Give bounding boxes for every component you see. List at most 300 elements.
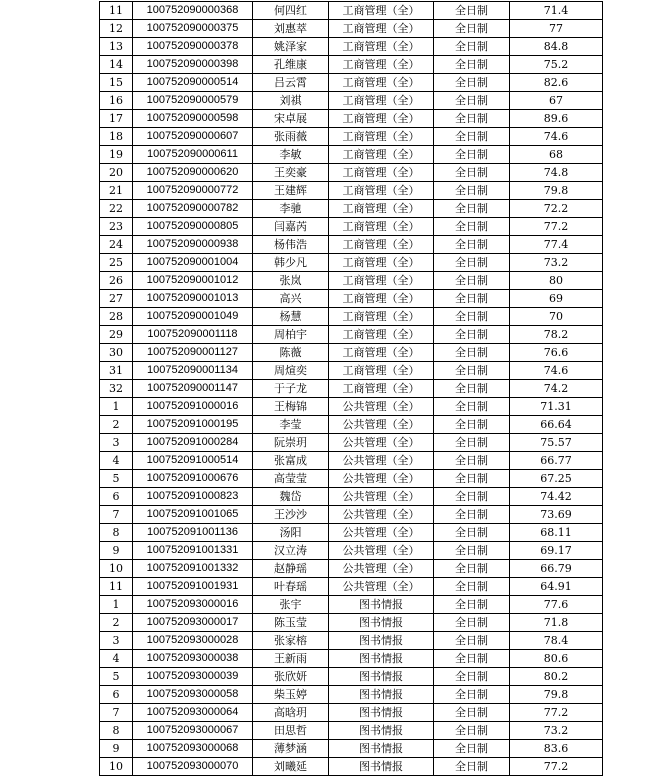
table-row (100, 20, 603, 38)
row-number-cell: 2 (100, 416, 133, 434)
table-row (100, 218, 603, 236)
major-cell: 图书情报 (329, 596, 434, 614)
exam-id-cell: 100752091001931 (133, 578, 253, 596)
table-row (100, 542, 603, 560)
score-cell: 77.2 (510, 218, 603, 236)
row-number-cell: 8 (100, 524, 133, 542)
row-number-cell: 8 (100, 722, 133, 740)
student-name-cell: 吕云霄 (253, 74, 329, 92)
row-number-cell: 27 (100, 290, 133, 308)
table-row (100, 668, 603, 686)
student-name-cell: 姚泽家 (253, 38, 329, 56)
exam-id-cell: 100752091000016 (133, 398, 253, 416)
study-type-cell: 全日制 (434, 740, 510, 758)
score-cell: 67.25 (510, 470, 603, 488)
score-cell: 70 (510, 308, 603, 326)
score-cell: 69.17 (510, 542, 603, 560)
study-type-cell: 全日制 (434, 362, 510, 380)
study-type-cell: 全日制 (434, 218, 510, 236)
student-name-cell: 薄梦涵 (253, 740, 329, 758)
table-row (100, 614, 603, 632)
score-cell: 89.6 (510, 110, 603, 128)
table-row (100, 578, 603, 596)
student-name-cell: 张雨薇 (253, 128, 329, 146)
row-number-cell: 32 (100, 380, 133, 398)
score-cell: 80 (510, 272, 603, 290)
score-cell: 74.2 (510, 380, 603, 398)
score-cell: 80.2 (510, 668, 603, 686)
study-type-cell: 全日制 (434, 434, 510, 452)
table-row (100, 236, 603, 254)
row-number-cell: 25 (100, 254, 133, 272)
study-type-cell: 全日制 (434, 272, 510, 290)
study-type-cell: 全日制 (434, 416, 510, 434)
student-name-cell: 高兴 (253, 290, 329, 308)
major-cell: 工商管理（全） (329, 20, 434, 38)
score-cell: 72.2 (510, 200, 603, 218)
study-type-cell: 全日制 (434, 128, 510, 146)
table-row (100, 92, 603, 110)
student-name-cell: 张家榕 (253, 632, 329, 650)
study-type-cell: 全日制 (434, 344, 510, 362)
score-cell: 71.8 (510, 614, 603, 632)
major-cell: 工商管理（全） (329, 308, 434, 326)
student-name-cell: 高莹莹 (253, 470, 329, 488)
student-name-cell: 张富成 (253, 452, 329, 470)
study-type-cell: 全日制 (434, 110, 510, 128)
exam-id-cell: 100752091000676 (133, 470, 253, 488)
student-name-cell: 于子龙 (253, 380, 329, 398)
study-type-cell: 全日制 (434, 164, 510, 182)
student-name-cell: 张宇 (253, 596, 329, 614)
student-name-cell: 闫嘉芮 (253, 218, 329, 236)
exam-id-cell: 100752090001134 (133, 362, 253, 380)
major-cell: 工商管理（全） (329, 254, 434, 272)
study-type-cell: 全日制 (434, 308, 510, 326)
study-type-cell: 全日制 (434, 398, 510, 416)
study-type-cell: 全日制 (434, 182, 510, 200)
exam-id-cell: 100752090000579 (133, 92, 253, 110)
row-number-cell: 2 (100, 614, 133, 632)
student-name-cell: 陈玉莹 (253, 614, 329, 632)
exam-id-cell: 100752090000514 (133, 74, 253, 92)
score-cell: 74.6 (510, 128, 603, 146)
table-row (100, 632, 603, 650)
study-type-cell: 全日制 (434, 722, 510, 740)
student-name-cell: 张欣妍 (253, 668, 329, 686)
exam-id-cell: 100752090000782 (133, 200, 253, 218)
study-type-cell: 全日制 (434, 614, 510, 632)
score-cell: 69 (510, 290, 603, 308)
student-name-cell: 汤阳 (253, 524, 329, 542)
student-name-cell: 周煊奕 (253, 362, 329, 380)
score-cell: 84.8 (510, 38, 603, 56)
major-cell: 工商管理（全） (329, 92, 434, 110)
row-number-cell: 1 (100, 398, 133, 416)
score-cell: 74.8 (510, 164, 603, 182)
student-name-cell: 刘祺 (253, 92, 329, 110)
student-name-cell: 高晗玥 (253, 704, 329, 722)
table-row (100, 74, 603, 92)
study-type-cell: 全日制 (434, 686, 510, 704)
major-cell: 工商管理（全） (329, 146, 434, 164)
table-row (100, 200, 603, 218)
exam-id-cell: 100752090000598 (133, 110, 253, 128)
row-number-cell: 21 (100, 182, 133, 200)
study-type-cell: 全日制 (434, 758, 510, 776)
major-cell: 工商管理（全） (329, 110, 434, 128)
table-row (100, 344, 603, 362)
table-row (100, 740, 603, 758)
score-cell: 71.31 (510, 398, 603, 416)
study-type-cell: 全日制 (434, 596, 510, 614)
student-name-cell: 张岚 (253, 272, 329, 290)
row-number-cell: 13 (100, 38, 133, 56)
major-cell: 工商管理（全） (329, 236, 434, 254)
row-number-cell: 17 (100, 110, 133, 128)
row-number-cell: 11 (100, 2, 133, 20)
major-cell: 工商管理（全） (329, 2, 434, 20)
major-cell: 工商管理（全） (329, 182, 434, 200)
study-type-cell: 全日制 (434, 38, 510, 56)
row-number-cell: 1 (100, 596, 133, 614)
table-row (100, 524, 603, 542)
exam-id-cell: 100752091000284 (133, 434, 253, 452)
score-cell: 77.4 (510, 236, 603, 254)
major-cell: 公共管理（全） (329, 452, 434, 470)
table-row (100, 56, 603, 74)
table-row (100, 182, 603, 200)
study-type-cell: 全日制 (434, 704, 510, 722)
score-cell: 74.6 (510, 362, 603, 380)
exam-id-cell: 100752090001013 (133, 290, 253, 308)
major-cell: 工商管理（全） (329, 200, 434, 218)
exam-id-cell: 100752090001049 (133, 308, 253, 326)
student-name-cell: 宋卓展 (253, 110, 329, 128)
exam-id-cell: 100752090000368 (133, 2, 253, 20)
row-number-cell: 29 (100, 326, 133, 344)
exam-id-cell: 100752091001332 (133, 560, 253, 578)
row-number-cell: 18 (100, 128, 133, 146)
score-cell: 76.6 (510, 344, 603, 362)
exam-id-cell: 100752091001136 (133, 524, 253, 542)
major-cell: 工商管理（全） (329, 38, 434, 56)
major-cell: 图书情报 (329, 650, 434, 668)
study-type-cell: 全日制 (434, 542, 510, 560)
student-name-cell: 周柏宇 (253, 326, 329, 344)
table-row (100, 146, 603, 164)
study-type-cell: 全日制 (434, 200, 510, 218)
exam-id-cell: 100752090001118 (133, 326, 253, 344)
exam-id-cell: 100752091001331 (133, 542, 253, 560)
row-number-cell: 16 (100, 92, 133, 110)
major-cell: 图书情报 (329, 632, 434, 650)
student-name-cell: 汉立涛 (253, 542, 329, 560)
row-number-cell: 31 (100, 362, 133, 380)
table-row (100, 722, 603, 740)
major-cell: 图书情报 (329, 758, 434, 776)
row-number-cell: 10 (100, 758, 133, 776)
major-cell: 图书情报 (329, 686, 434, 704)
exam-id-cell: 100752090000378 (133, 38, 253, 56)
row-number-cell: 3 (100, 632, 133, 650)
study-type-cell: 全日制 (434, 146, 510, 164)
student-name-cell: 刘惠萃 (253, 20, 329, 38)
row-number-cell: 3 (100, 434, 133, 452)
row-number-cell: 9 (100, 542, 133, 560)
student-name-cell: 孔维康 (253, 56, 329, 74)
table-row (100, 398, 603, 416)
student-name-cell: 杨伟浩 (253, 236, 329, 254)
score-cell: 77.2 (510, 758, 603, 776)
exam-id-cell: 100752093000039 (133, 668, 253, 686)
major-cell: 图书情报 (329, 740, 434, 758)
study-type-cell: 全日制 (434, 506, 510, 524)
student-name-cell: 李驰 (253, 200, 329, 218)
study-type-cell: 全日制 (434, 56, 510, 74)
score-cell: 71.4 (510, 2, 603, 20)
score-cell: 67 (510, 92, 603, 110)
table-row (100, 272, 603, 290)
student-name-cell: 王建辉 (253, 182, 329, 200)
score-cell: 82.6 (510, 74, 603, 92)
major-cell: 公共管理（全） (329, 542, 434, 560)
score-cell: 77.2 (510, 704, 603, 722)
exam-id-cell: 100752093000067 (133, 722, 253, 740)
study-type-cell: 全日制 (434, 92, 510, 110)
exam-id-cell: 100752090000805 (133, 218, 253, 236)
score-cell: 73.69 (510, 506, 603, 524)
row-number-cell: 14 (100, 56, 133, 74)
row-number-cell: 7 (100, 506, 133, 524)
score-cell: 68.11 (510, 524, 603, 542)
row-number-cell: 4 (100, 650, 133, 668)
exam-id-cell: 100752091000195 (133, 416, 253, 434)
score-cell: 83.6 (510, 740, 603, 758)
study-type-cell: 全日制 (434, 290, 510, 308)
score-cell: 75.2 (510, 56, 603, 74)
score-cell: 66.64 (510, 416, 603, 434)
major-cell: 公共管理（全） (329, 434, 434, 452)
study-type-cell: 全日制 (434, 236, 510, 254)
major-cell: 图书情报 (329, 614, 434, 632)
major-cell: 公共管理（全） (329, 488, 434, 506)
table-row (100, 452, 603, 470)
exam-id-cell: 100752091000823 (133, 488, 253, 506)
table-row (100, 506, 603, 524)
study-type-cell: 全日制 (434, 524, 510, 542)
study-type-cell: 全日制 (434, 326, 510, 344)
score-cell: 64.91 (510, 578, 603, 596)
table-row (100, 686, 603, 704)
row-number-cell: 20 (100, 164, 133, 182)
exam-id-cell: 100752093000064 (133, 704, 253, 722)
exam-id-cell: 100752090000375 (133, 20, 253, 38)
major-cell: 工商管理（全） (329, 218, 434, 236)
student-name-cell: 李敏 (253, 146, 329, 164)
table-row (100, 308, 603, 326)
student-name-cell: 陈薇 (253, 344, 329, 362)
score-cell: 73.2 (510, 722, 603, 740)
major-cell: 工商管理（全） (329, 272, 434, 290)
major-cell: 图书情报 (329, 704, 434, 722)
exam-id-cell: 100752091000514 (133, 452, 253, 470)
row-number-cell: 19 (100, 146, 133, 164)
table-row (100, 416, 603, 434)
row-number-cell: 9 (100, 740, 133, 758)
exam-id-cell: 100752090000607 (133, 128, 253, 146)
study-type-cell: 全日制 (434, 20, 510, 38)
major-cell: 工商管理（全） (329, 380, 434, 398)
exam-id-cell: 100752093000016 (133, 596, 253, 614)
study-type-cell: 全日制 (434, 632, 510, 650)
exam-id-cell: 100752093000017 (133, 614, 253, 632)
major-cell: 工商管理（全） (329, 56, 434, 74)
row-number-cell: 7 (100, 704, 133, 722)
major-cell: 工商管理（全） (329, 290, 434, 308)
student-name-cell: 韩少凡 (253, 254, 329, 272)
exam-id-cell: 100752093000070 (133, 758, 253, 776)
student-name-cell: 王新雨 (253, 650, 329, 668)
study-type-cell: 全日制 (434, 578, 510, 596)
major-cell: 公共管理（全） (329, 470, 434, 488)
table-row (100, 164, 603, 182)
table-row (100, 2, 603, 20)
major-cell: 工商管理（全） (329, 344, 434, 362)
student-name-cell: 何四红 (253, 2, 329, 20)
score-cell: 78.4 (510, 632, 603, 650)
row-number-cell: 4 (100, 452, 133, 470)
table-row (100, 650, 603, 668)
row-number-cell: 11 (100, 578, 133, 596)
study-type-cell: 全日制 (434, 560, 510, 578)
row-number-cell: 26 (100, 272, 133, 290)
study-type-cell: 全日制 (434, 470, 510, 488)
score-cell: 78.2 (510, 326, 603, 344)
row-number-cell: 24 (100, 236, 133, 254)
student-name-cell: 赵静瑶 (253, 560, 329, 578)
exam-id-cell: 100752090000398 (133, 56, 253, 74)
study-type-cell: 全日制 (434, 254, 510, 272)
major-cell: 公共管理（全） (329, 506, 434, 524)
row-number-cell: 5 (100, 668, 133, 686)
major-cell: 公共管理（全） (329, 524, 434, 542)
exam-id-cell: 100752090000772 (133, 182, 253, 200)
score-table (99, 1, 603, 776)
table-row (100, 434, 603, 452)
study-type-cell: 全日制 (434, 650, 510, 668)
student-name-cell: 杨慧 (253, 308, 329, 326)
major-cell: 工商管理（全） (329, 362, 434, 380)
row-number-cell: 6 (100, 488, 133, 506)
student-name-cell: 魏岱 (253, 488, 329, 506)
score-cell: 77.6 (510, 596, 603, 614)
study-type-cell: 全日制 (434, 2, 510, 20)
student-name-cell: 柴玉婷 (253, 686, 329, 704)
student-name-cell: 刘曦延 (253, 758, 329, 776)
student-name-cell: 田思哲 (253, 722, 329, 740)
student-name-cell: 李莹 (253, 416, 329, 434)
table-row (100, 488, 603, 506)
exam-id-cell: 100752090000620 (133, 164, 253, 182)
exam-id-cell: 100752091001065 (133, 506, 253, 524)
major-cell: 工商管理（全） (329, 326, 434, 344)
major-cell: 公共管理（全） (329, 560, 434, 578)
table-row (100, 704, 603, 722)
table-row (100, 128, 603, 146)
student-name-cell: 王奕豪 (253, 164, 329, 182)
study-type-cell: 全日制 (434, 452, 510, 470)
row-number-cell: 10 (100, 560, 133, 578)
exam-id-cell: 100752093000028 (133, 632, 253, 650)
score-cell: 79.8 (510, 182, 603, 200)
major-cell: 工商管理（全） (329, 128, 434, 146)
study-type-cell: 全日制 (434, 380, 510, 398)
student-name-cell: 阮崇玥 (253, 434, 329, 452)
table-row (100, 596, 603, 614)
exam-id-cell: 100752090000611 (133, 146, 253, 164)
exam-id-cell: 100752093000038 (133, 650, 253, 668)
row-number-cell: 28 (100, 308, 133, 326)
exam-id-cell: 100752090001012 (133, 272, 253, 290)
table-row (100, 110, 603, 128)
row-number-cell: 12 (100, 20, 133, 38)
exam-id-cell: 100752090001004 (133, 254, 253, 272)
exam-id-cell: 100752090001147 (133, 380, 253, 398)
study-type-cell: 全日制 (434, 488, 510, 506)
score-cell: 68 (510, 146, 603, 164)
exam-id-cell: 100752093000058 (133, 686, 253, 704)
exam-id-cell: 100752090001127 (133, 344, 253, 362)
major-cell: 工商管理（全） (329, 74, 434, 92)
student-name-cell: 王梅锦 (253, 398, 329, 416)
table-row (100, 326, 603, 344)
score-cell: 66.77 (510, 452, 603, 470)
row-number-cell: 23 (100, 218, 133, 236)
score-cell: 80.6 (510, 650, 603, 668)
table-row (100, 254, 603, 272)
score-cell: 77 (510, 20, 603, 38)
major-cell: 公共管理（全） (329, 578, 434, 596)
row-number-cell: 30 (100, 344, 133, 362)
table-row (100, 290, 603, 308)
major-cell: 图书情报 (329, 668, 434, 686)
row-number-cell: 22 (100, 200, 133, 218)
table-row (100, 38, 603, 56)
score-cell: 79.8 (510, 686, 603, 704)
student-name-cell: 王沙沙 (253, 506, 329, 524)
exam-id-cell: 100752090000938 (133, 236, 253, 254)
major-cell: 公共管理（全） (329, 416, 434, 434)
table-row (100, 362, 603, 380)
row-number-cell: 6 (100, 686, 133, 704)
study-type-cell: 全日制 (434, 74, 510, 92)
study-type-cell: 全日制 (434, 668, 510, 686)
score-cell: 66.79 (510, 560, 603, 578)
exam-id-cell: 100752093000068 (133, 740, 253, 758)
score-cell: 73.2 (510, 254, 603, 272)
table-row (100, 470, 603, 488)
student-name-cell: 叶春瑶 (253, 578, 329, 596)
major-cell: 图书情报 (329, 722, 434, 740)
table-row (100, 560, 603, 578)
row-number-cell: 5 (100, 470, 133, 488)
table-row (100, 380, 603, 398)
score-table-body (100, 2, 603, 776)
score-cell: 74.42 (510, 488, 603, 506)
score-cell: 75.57 (510, 434, 603, 452)
row-number-cell: 15 (100, 74, 133, 92)
